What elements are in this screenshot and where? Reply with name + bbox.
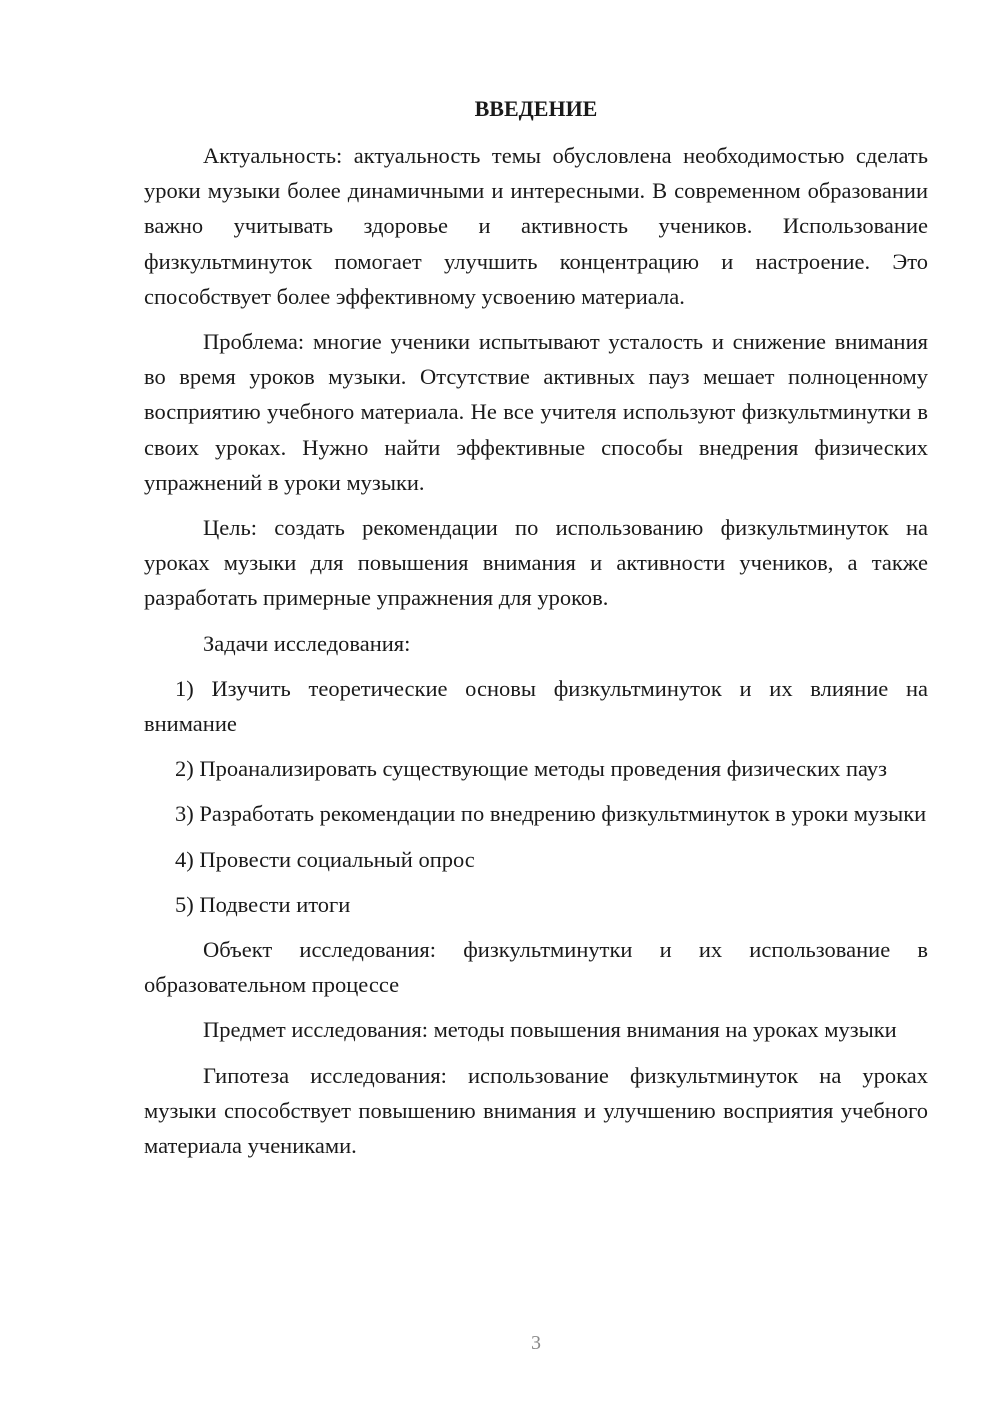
object-paragraph: Объект исследования: физкультминутки и их использование в образовательном процессе — [144, 937, 928, 998]
page-number: 3 — [531, 1332, 541, 1354]
task-item-3: 3) Разработать рекомендации по внедрению физкультминуток в уроки музыки — [175, 801, 927, 827]
problem-paragraph: Проблема: многие ученики испытывают усталость и снижение внимания во время уроков музыки. Отсутствие активных пауз мешает полноценному восприятию учебного материала. Не все учителя используют физкультминутки в своих уроках. Нужно найти эффективные способы внедрения физических упражнений в уроки музыки. — [144, 329, 928, 495]
tasks-heading: Задачи исследования: — [203, 630, 411, 656]
task-item-1: 1) Изучить теоретические основы физкультминуток и их влияние на внимание — [144, 675, 928, 737]
page-title: ВВЕДЕНИЕ — [474, 96, 598, 121]
actuality-paragraph: Актуальность: актуальность темы обусловлена необходимостью сделать уроки музыки более динамичными и интересными. В современном образовании важно учитывать здоровье и активность учеников. Использование физкультминуток помогает улучшить концентрацию и настроение. Это способствует более эффективному усвоению материала. — [144, 143, 928, 309]
document-page — [144, 92, 928, 1173]
task-item-2: 2) Проанализировать существующие методы проведения физических пауз — [175, 756, 888, 782]
goal-paragraph: Цель: создать рекомендации по использованию физкультминуток на уроках музыки для повышения внимания и активности учеников, а также разработать примерные упражнения для уроков. — [144, 515, 928, 611]
hypothesis-paragraph: Гипотеза исследования: использование физкультминуток на уроках музыки способствует повышению внимания и улучшению восприятия учебного материала учениками. — [144, 1062, 928, 1159]
subject-paragraph: Предмет исследования: методы повышения внимания на уроках музыки — [203, 1017, 897, 1043]
task-item-5: 5) Подвести итоги — [175, 891, 351, 917]
task-item-4: 4) Провести социальный опрос — [175, 846, 475, 872]
